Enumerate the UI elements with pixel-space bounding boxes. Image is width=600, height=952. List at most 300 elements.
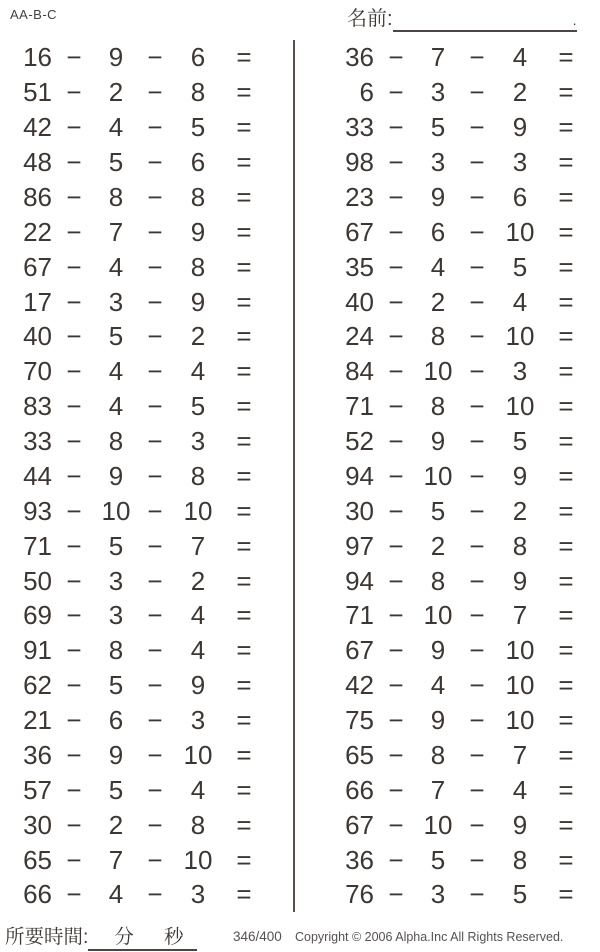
minus-sign: −: [469, 77, 485, 108]
subtrahend-1: 5: [108, 670, 124, 701]
subtrahend-1: 7: [430, 774, 446, 805]
equals-sign: =: [236, 565, 252, 596]
equals-sign: =: [558, 286, 574, 317]
problem-row: [6, 75, 266, 110]
minus-sign: −: [66, 530, 82, 561]
minus-sign: −: [147, 391, 163, 422]
name-field: [347, 2, 577, 32]
minus-sign: −: [469, 112, 485, 143]
subtrahend-2: 10: [505, 705, 535, 736]
subtrahend-1: 9: [430, 426, 446, 457]
minuend: 71: [345, 600, 374, 631]
equals-sign: =: [236, 495, 252, 526]
equals-sign: =: [236, 670, 252, 701]
subtrahend-1: 2: [108, 809, 124, 840]
equals-sign: =: [236, 356, 252, 387]
minus-sign: −: [388, 356, 404, 387]
minuend: 44: [23, 460, 52, 491]
subtrahend-1: 7: [108, 216, 124, 247]
time-taken-label: 所要時間:: [5, 926, 89, 948]
problem-row: [6, 319, 266, 354]
subtrahend-1: 8: [430, 565, 446, 596]
equals-sign: =: [236, 42, 252, 73]
subtrahend-2: 3: [190, 705, 206, 736]
minuend: 93: [23, 495, 52, 526]
subtrahend-1: 5: [108, 321, 124, 352]
problem-row: [328, 738, 588, 773]
minuend: 36: [23, 739, 52, 770]
subtrahend-1: 9: [108, 42, 124, 73]
minuend: 42: [345, 670, 374, 701]
subtrahend-2: 5: [512, 879, 528, 910]
subtrahend-2: 10: [183, 495, 213, 526]
minuend: 22: [23, 216, 52, 247]
minus-sign: −: [388, 321, 404, 352]
minuend: 98: [345, 147, 374, 178]
minus-sign: −: [147, 181, 163, 212]
subtrahend-2: 9: [512, 460, 528, 491]
subtrahend-2: 3: [190, 426, 206, 457]
worksheet-code: AA-B-C: [10, 7, 58, 22]
problem-row: [6, 493, 266, 528]
subtrahend-1: 9: [108, 460, 124, 491]
problem-row: [328, 877, 588, 912]
minus-sign: −: [388, 809, 404, 840]
problem-row: [6, 772, 266, 807]
minuend: 21: [23, 705, 52, 736]
equals-sign: =: [558, 670, 574, 701]
name-blank-line: [393, 10, 577, 32]
minus-sign: −: [469, 774, 485, 805]
subtrahend-1: 2: [108, 77, 124, 108]
minuend: 94: [345, 565, 374, 596]
subtrahend-2: 10: [505, 670, 535, 701]
subtrahend-2: 10: [183, 844, 213, 875]
problem-row: [6, 214, 266, 249]
minuend: 86: [23, 181, 52, 212]
subtrahend-1: 2: [430, 286, 446, 317]
equals-sign: =: [558, 391, 574, 422]
equals-sign: =: [558, 251, 574, 282]
minus-sign: −: [66, 356, 82, 387]
equals-sign: =: [236, 251, 252, 282]
minus-sign: −: [388, 879, 404, 910]
subtrahend-2: 3: [512, 147, 528, 178]
minuend: 66: [23, 879, 52, 910]
equals-sign: =: [558, 774, 574, 805]
minuend: 94: [345, 460, 374, 491]
minuend: 17: [23, 286, 52, 317]
minuend: 76: [345, 879, 374, 910]
problem-row: [6, 633, 266, 668]
minus-sign: −: [66, 705, 82, 736]
equals-sign: =: [558, 739, 574, 770]
subtrahend-1: 3: [108, 286, 124, 317]
subtrahend-2: 5: [512, 251, 528, 282]
minus-sign: −: [147, 42, 163, 73]
seconds-label: 秒: [163, 926, 184, 948]
equals-sign: =: [236, 77, 252, 108]
minuend: 24: [345, 321, 374, 352]
minus-sign: −: [469, 495, 485, 526]
minuend: 52: [345, 426, 374, 457]
equals-sign: =: [236, 181, 252, 212]
subtrahend-2: 10: [183, 739, 213, 770]
equals-sign: =: [236, 635, 252, 666]
minus-sign: −: [66, 216, 82, 247]
minus-sign: −: [469, 600, 485, 631]
subtrahend-1: 5: [430, 495, 446, 526]
equals-sign: =: [236, 321, 252, 352]
subtrahend-2: 6: [190, 147, 206, 178]
equals-sign: =: [236, 460, 252, 491]
problem-row: [328, 40, 588, 75]
subtrahend-1: 3: [108, 565, 124, 596]
subtrahend-1: 7: [430, 42, 446, 73]
subtrahend-2: 8: [190, 809, 206, 840]
minuend: 40: [23, 321, 52, 352]
problem-row: [6, 842, 266, 877]
minus-sign: −: [66, 77, 82, 108]
subtrahend-2: 2: [190, 321, 206, 352]
minus-sign: −: [469, 565, 485, 596]
subtrahend-2: 8: [190, 181, 206, 212]
subtrahend-2: 10: [505, 391, 535, 422]
minus-sign: −: [147, 460, 163, 491]
minus-sign: −: [147, 844, 163, 875]
subtrahend-2: 10: [505, 321, 535, 352]
minus-sign: −: [147, 112, 163, 143]
minus-sign: −: [388, 844, 404, 875]
equals-sign: =: [236, 286, 252, 317]
minus-sign: −: [469, 321, 485, 352]
minuend: 30: [23, 809, 52, 840]
minuend: 66: [345, 774, 374, 805]
minus-sign: −: [388, 286, 404, 317]
problem-row: [6, 40, 266, 75]
equals-sign: =: [236, 530, 252, 561]
subtrahend-1: 5: [430, 844, 446, 875]
minus-sign: −: [388, 460, 404, 491]
minus-sign: −: [388, 216, 404, 247]
equals-sign: =: [558, 705, 574, 736]
subtrahend-1: 9: [108, 739, 124, 770]
minuend: 51: [23, 77, 52, 108]
subtrahend-1: 5: [108, 774, 124, 805]
problem-row: [328, 459, 588, 494]
problem-row: [328, 319, 588, 354]
minus-sign: −: [66, 565, 82, 596]
minus-sign: −: [388, 426, 404, 457]
problem-row: [328, 493, 588, 528]
subtrahend-1: 9: [430, 181, 446, 212]
minus-sign: −: [388, 774, 404, 805]
minuend: 23: [345, 181, 374, 212]
problem-row: [6, 110, 266, 145]
problem-row: [6, 145, 266, 180]
subtrahend-1: 4: [108, 356, 124, 387]
subtrahend-2: 9: [512, 809, 528, 840]
minus-sign: −: [66, 286, 82, 317]
subtrahend-1: 10: [423, 600, 453, 631]
problem-row: [6, 354, 266, 389]
subtrahend-1: 4: [108, 391, 124, 422]
problem-row: [6, 598, 266, 633]
minus-sign: −: [147, 879, 163, 910]
minuend: 83: [23, 391, 52, 422]
problem-row: [328, 668, 588, 703]
problem-row: [328, 145, 588, 180]
subtrahend-2: 2: [512, 77, 528, 108]
minuend: 97: [345, 530, 374, 561]
equals-sign: =: [236, 391, 252, 422]
equals-sign: =: [558, 565, 574, 596]
subtrahend-2: 5: [190, 391, 206, 422]
minus-sign: −: [469, 705, 485, 736]
minus-sign: −: [147, 216, 163, 247]
subtrahend-2: 4: [512, 42, 528, 73]
minus-sign: −: [66, 809, 82, 840]
problem-row: [328, 528, 588, 563]
minuend: 36: [345, 42, 374, 73]
subtrahend-1: 3: [430, 147, 446, 178]
minus-sign: −: [147, 774, 163, 805]
subtrahend-1: 8: [430, 739, 446, 770]
minus-sign: −: [66, 112, 82, 143]
subtrahend-2: 3: [512, 356, 528, 387]
minus-sign: −: [147, 530, 163, 561]
subtrahend-1: 8: [430, 391, 446, 422]
minus-sign: −: [147, 77, 163, 108]
problem-row: [328, 214, 588, 249]
subtrahend-2: 4: [512, 286, 528, 317]
problem-row: [6, 877, 266, 912]
minuend: 67: [345, 635, 374, 666]
subtrahend-2: 9: [190, 216, 206, 247]
minus-sign: −: [66, 426, 82, 457]
minus-sign: −: [147, 251, 163, 282]
minuend: 75: [345, 705, 374, 736]
subtrahend-1: 6: [430, 216, 446, 247]
subtrahend-1: 8: [108, 635, 124, 666]
subtrahend-2: 6: [512, 181, 528, 212]
subtrahend-2: 8: [512, 844, 528, 875]
minus-sign: −: [66, 147, 82, 178]
subtrahend-1: 4: [108, 251, 124, 282]
minus-sign: −: [147, 286, 163, 317]
minuend: 57: [23, 774, 52, 805]
minus-sign: −: [388, 495, 404, 526]
equals-sign: =: [236, 809, 252, 840]
equals-sign: =: [236, 739, 252, 770]
subtrahend-1: 5: [108, 147, 124, 178]
subtrahend-1: 9: [430, 705, 446, 736]
subtrahend-2: 2: [512, 495, 528, 526]
subtrahend-2: 3: [190, 879, 206, 910]
minus-sign: −: [388, 565, 404, 596]
problem-row: [328, 563, 588, 598]
equals-sign: =: [558, 181, 574, 212]
minus-sign: −: [469, 635, 485, 666]
minuend: 71: [23, 530, 52, 561]
minus-sign: −: [147, 426, 163, 457]
minus-sign: −: [469, 460, 485, 491]
minus-sign: −: [469, 147, 485, 178]
minuend: 67: [23, 251, 52, 282]
equals-sign: =: [236, 705, 252, 736]
minuend: 33: [23, 426, 52, 457]
minuend: 67: [345, 809, 374, 840]
minuend: 70: [23, 356, 52, 387]
minuend: 16: [23, 42, 52, 73]
problem-row: [6, 703, 266, 738]
equals-sign: =: [558, 42, 574, 73]
problem-row: [328, 249, 588, 284]
name-label: 名前:: [347, 8, 393, 30]
minuend: 65: [23, 844, 52, 875]
equals-sign: =: [558, 600, 574, 631]
subtrahend-2: 10: [505, 635, 535, 666]
column-divider-line: [293, 40, 295, 912]
problem-row: [6, 180, 266, 215]
problem-row: [328, 110, 588, 145]
minus-sign: −: [66, 181, 82, 212]
minus-sign: −: [469, 181, 485, 212]
minus-sign: −: [147, 356, 163, 387]
equals-sign: =: [558, 530, 574, 561]
minus-sign: −: [388, 251, 404, 282]
subtrahend-2: 5: [190, 112, 206, 143]
subtrahend-2: 7: [512, 739, 528, 770]
minus-sign: −: [147, 705, 163, 736]
minus-sign: −: [469, 251, 485, 282]
subtrahend-2: 4: [190, 356, 206, 387]
minus-sign: −: [66, 774, 82, 805]
problem-row: [328, 598, 588, 633]
equals-sign: =: [558, 426, 574, 457]
minus-sign: −: [388, 391, 404, 422]
problems-column-right: [328, 40, 588, 912]
subtrahend-1: 6: [108, 705, 124, 736]
problem-row: [328, 424, 588, 459]
subtrahend-2: 9: [190, 670, 206, 701]
equals-sign: =: [236, 112, 252, 143]
minus-sign: −: [469, 286, 485, 317]
problem-row: [328, 807, 588, 842]
minuend: 40: [345, 286, 374, 317]
minus-sign: −: [147, 495, 163, 526]
subtrahend-1: 8: [108, 426, 124, 457]
minuend: 69: [23, 600, 52, 631]
minus-sign: −: [388, 670, 404, 701]
subtrahend-2: 2: [190, 565, 206, 596]
subtrahend-2: 10: [505, 216, 535, 247]
minus-sign: −: [388, 42, 404, 73]
minus-sign: −: [66, 600, 82, 631]
equals-sign: =: [558, 356, 574, 387]
minus-sign: −: [469, 844, 485, 875]
minus-sign: −: [66, 391, 82, 422]
problem-row: [6, 249, 266, 284]
subtrahend-1: 2: [430, 530, 446, 561]
problem-row: [328, 180, 588, 215]
problem-row: [6, 424, 266, 459]
equals-sign: =: [236, 600, 252, 631]
equals-sign: =: [236, 844, 252, 875]
subtrahend-2: 6: [190, 42, 206, 73]
subtrahend-1: 4: [430, 251, 446, 282]
copyright-notice: Copyright © 2006 Alpha.Inc All Rights Reserved.: [295, 930, 564, 944]
minus-sign: −: [388, 600, 404, 631]
subtrahend-1: 9: [430, 635, 446, 666]
minus-sign: −: [147, 600, 163, 631]
subtrahend-1: 4: [430, 670, 446, 701]
subtrahend-2: 4: [190, 635, 206, 666]
minuend: 36: [345, 844, 374, 875]
subtrahend-2: 4: [190, 774, 206, 805]
minus-sign: −: [147, 670, 163, 701]
page-number: 346/400: [233, 929, 282, 944]
equals-sign: =: [558, 321, 574, 352]
equals-sign: =: [236, 774, 252, 805]
minus-sign: −: [469, 809, 485, 840]
subtrahend-1: 4: [108, 879, 124, 910]
minutes-label: 分: [114, 926, 134, 948]
minus-sign: −: [147, 635, 163, 666]
equals-sign: =: [558, 216, 574, 247]
subtrahend-1: 10: [423, 809, 453, 840]
name-line-period: .: [572, 12, 577, 28]
minus-sign: −: [66, 670, 82, 701]
minus-sign: −: [469, 391, 485, 422]
minuend: 48: [23, 147, 52, 178]
minuend: 84: [345, 356, 374, 387]
minus-sign: −: [388, 705, 404, 736]
minus-sign: −: [147, 147, 163, 178]
subtrahend-2: 4: [190, 600, 206, 631]
problem-row: [6, 528, 266, 563]
subtrahend-1: 3: [430, 77, 446, 108]
problem-row: [6, 738, 266, 773]
minus-sign: −: [469, 530, 485, 561]
subtrahend-1: 3: [108, 600, 124, 631]
minus-sign: −: [66, 321, 82, 352]
minuend: 6: [359, 77, 374, 108]
minus-sign: −: [469, 216, 485, 247]
minus-sign: −: [388, 112, 404, 143]
subtrahend-2: 7: [190, 530, 206, 561]
minus-sign: −: [469, 879, 485, 910]
subtrahend-2: 9: [190, 286, 206, 317]
problems-column-left: [6, 40, 266, 912]
equals-sign: =: [558, 460, 574, 491]
time-blank-line: [88, 926, 197, 951]
subtrahend-1: 8: [430, 321, 446, 352]
minuend: 71: [345, 391, 374, 422]
subtrahend-2: 8: [512, 530, 528, 561]
subtrahend-2: 8: [190, 251, 206, 282]
minus-sign: −: [66, 635, 82, 666]
problem-row: [328, 75, 588, 110]
minus-sign: −: [147, 739, 163, 770]
minuend: 62: [23, 670, 52, 701]
minus-sign: −: [66, 460, 82, 491]
problem-row: [328, 842, 588, 877]
subtrahend-2: 4: [512, 774, 528, 805]
subtrahend-1: 5: [430, 112, 446, 143]
problem-row: [328, 354, 588, 389]
equals-sign: =: [236, 147, 252, 178]
